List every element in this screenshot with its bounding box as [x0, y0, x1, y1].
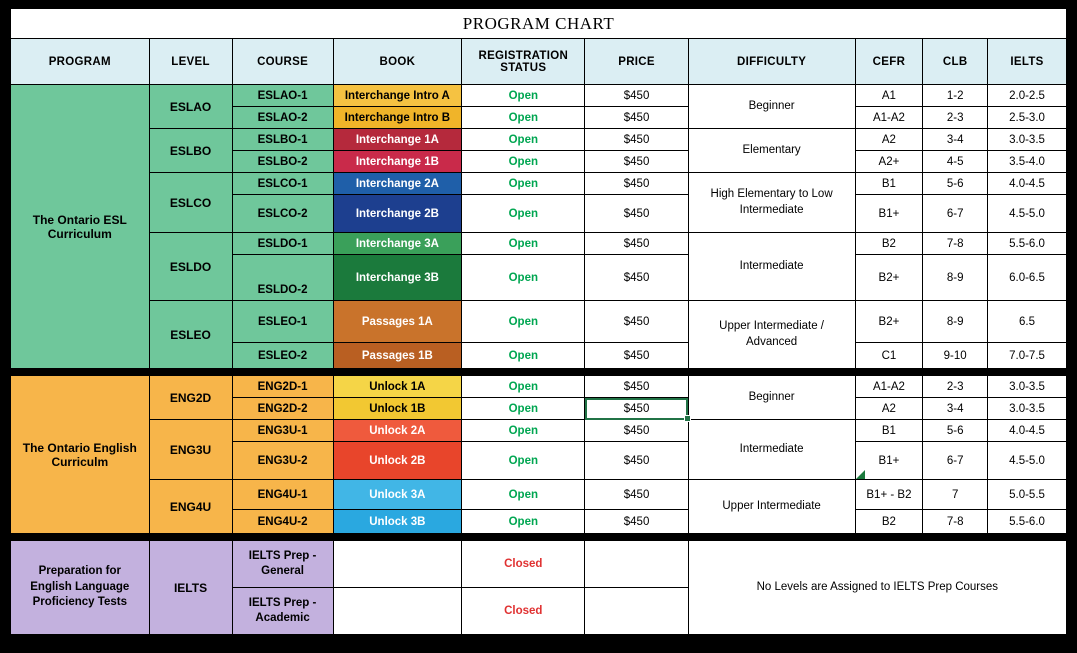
status-cell: Open [462, 442, 585, 480]
book-cell: Passages 1A [333, 301, 461, 343]
clb-cell: 2-3 [923, 376, 988, 398]
status-cell: Open [462, 195, 585, 233]
book-cell: Interchange 3A [333, 233, 461, 255]
table-row [11, 376, 1067, 398]
program-label-line2: Curriculm [51, 454, 109, 469]
status-cell: Open [462, 398, 585, 420]
course-cell: IELTS Prep - General [232, 541, 333, 588]
clb-cell: 5-6 [923, 420, 988, 442]
course-cell: ESLDO-2 [232, 255, 333, 301]
difficulty-cell: Beginner [688, 376, 855, 420]
level-cell-eslbo: ESLBO [149, 129, 232, 173]
status-cell: Open [462, 173, 585, 195]
difficulty-line2: Intermediate [739, 203, 804, 216]
course-cell: ENG2D-1 [232, 376, 333, 398]
program-label-line3: Proficiency Tests [32, 596, 127, 609]
difficulty-line1: Upper Intermediate / [719, 319, 825, 332]
table-row [11, 480, 1067, 510]
program-label-line1: Preparation for [38, 565, 121, 578]
price-cell[interactable]: $450 [585, 195, 688, 233]
page-title: PROGRAM CHART [11, 9, 1067, 39]
program-label-line1: The Ontario English [22, 440, 137, 455]
section-divider [11, 369, 1067, 376]
ielts-cell: 5.5-6.0 [988, 510, 1067, 534]
price-cell[interactable]: $450 [585, 255, 688, 301]
course-cell: ESLAO-2 [232, 107, 333, 129]
ielts-cell: 5.5-6.0 [988, 233, 1067, 255]
ielts-cell: 6.0-6.5 [988, 255, 1067, 301]
cefr-cell: B2+ [855, 255, 923, 301]
ielts-cell: 3.0-3.5 [988, 398, 1067, 420]
ielts-cell: 4.0-4.5 [988, 173, 1067, 195]
cefr-cell: A2+ [855, 151, 923, 173]
difficulty-cell [688, 301, 855, 369]
book-cell: Passages 1B [333, 343, 461, 369]
book-cell: Unlock 3B [333, 510, 461, 534]
book-cell: Interchange 2A [333, 173, 461, 195]
clb-cell: 1-2 [923, 85, 988, 107]
book-cell: Interchange Intro A [333, 85, 461, 107]
book-cell: Interchange 1B [333, 151, 461, 173]
course-cell: ESLEO-1 [232, 301, 333, 343]
clb-cell: 6-7 [923, 442, 988, 480]
cefr-cell: B2 [855, 233, 923, 255]
status-cell: Closed [462, 541, 585, 588]
book-cell: Unlock 3A [333, 480, 461, 510]
level-cell-eslco: ESLCO [149, 173, 232, 233]
difficulty-line2: Advanced [746, 335, 798, 348]
table-row [11, 129, 1067, 151]
table-row [11, 233, 1067, 255]
book-cell-empty [333, 588, 461, 635]
price-cell[interactable]: $450 [585, 85, 688, 107]
status-cell: Open [462, 420, 585, 442]
course-cell: ESLCO-1 [232, 173, 333, 195]
status-cell: Open [462, 233, 585, 255]
clb-cell: 2-3 [923, 107, 988, 129]
clb-cell: 7-8 [923, 510, 988, 534]
course-cell [232, 588, 333, 635]
status-cell: Open [462, 510, 585, 534]
ielts-cell: 7.0-7.5 [988, 343, 1067, 369]
status-cell: Open [462, 376, 585, 398]
ielts-cell: 4.5-5.0 [988, 442, 1067, 480]
col-header-ielts: IELTS [988, 39, 1067, 85]
col-header-book: BOOK [333, 39, 461, 85]
col-header-program: PROGRAM [11, 39, 150, 85]
level-cell-eslao: ESLAO [149, 85, 232, 129]
course-cell: ESLBO-1 [232, 129, 333, 151]
program-label-line1: The Ontario ESL [32, 212, 127, 227]
clb-cell: 7-8 [923, 233, 988, 255]
price-cell-selected[interactable]: $450 [585, 398, 688, 420]
ielts-cell: 4.0-4.5 [988, 420, 1067, 442]
price-cell[interactable]: $450 [585, 510, 688, 534]
course-cell: ENG3U-1 [232, 420, 333, 442]
cefr-cell: B1 [855, 173, 923, 195]
program-label-line2: English Language [30, 580, 130, 593]
clb-cell: 3-4 [923, 129, 988, 151]
book-cell: Unlock 1A [333, 376, 461, 398]
status-cell: Open [462, 301, 585, 343]
course-cell: ENG4U-1 [232, 480, 333, 510]
clb-cell: 5-6 [923, 173, 988, 195]
col-header-registration-status [462, 39, 585, 85]
status-cell: Open [462, 107, 585, 129]
col-header-course: COURSE [232, 39, 333, 85]
book-cell: Interchange 2B [333, 195, 461, 233]
cefr-cell: A2 [855, 129, 923, 151]
col-header-price: PRICE [585, 39, 688, 85]
price-cell[interactable]: $450 [585, 233, 688, 255]
table-row [11, 301, 1067, 343]
level-cell-esldo: ESLDO [149, 233, 232, 301]
ielts-cell: 3.0-3.5 [988, 129, 1067, 151]
price-cell[interactable]: $450 [585, 107, 688, 129]
book-cell: Interchange 3B [333, 255, 461, 301]
clb-cell: 9-10 [923, 343, 988, 369]
difficulty-cell: Intermediate [688, 233, 855, 301]
cefr-cell: A1-A2 [855, 376, 923, 398]
book-cell: Unlock 2B [333, 442, 461, 480]
price-cell[interactable]: $450 [585, 129, 688, 151]
registration-status-line2: STATUS [500, 61, 547, 74]
book-cell: Interchange 1A [333, 129, 461, 151]
course-cell: ENG4U-2 [232, 510, 333, 534]
status-cell: Closed [462, 588, 585, 635]
price-cell[interactable]: $450 [585, 442, 688, 480]
cefr-cell: B1+ [855, 442, 923, 480]
price-cell[interactable]: $450 [585, 376, 688, 398]
table-row [11, 420, 1067, 442]
ielts-cell: 3.0-3.5 [988, 376, 1067, 398]
price-cell[interactable]: $450 [585, 301, 688, 343]
ielts-cell: 2.5-3.0 [988, 107, 1067, 129]
status-cell: Open [462, 255, 585, 301]
course-label-line1: IELTS Prep - [248, 597, 317, 610]
level-cell-eng3u: ENG3U [149, 420, 232, 480]
clb-cell: 3-4 [923, 398, 988, 420]
col-header-clb: CLB [923, 39, 988, 85]
program-cell-english [11, 376, 150, 534]
program-cell-esl [11, 85, 150, 369]
cefr-cell: A2 [855, 398, 923, 420]
level-cell-ielts: IELTS [149, 541, 232, 635]
price-cell[interactable]: $450 [585, 173, 688, 195]
price-cell[interactable]: $450 [585, 480, 688, 510]
price-cell[interactable]: $450 [585, 343, 688, 369]
level-cell-esleo: ESLEO [149, 301, 232, 369]
program-chart-table [10, 8, 1067, 635]
ielts-cell: 4.5-5.0 [988, 195, 1067, 233]
cefr-cell: C1 [855, 343, 923, 369]
level-cell-eng4u: ENG4U [149, 480, 232, 534]
program-cell-ielts-prep [11, 541, 150, 635]
course-cell: ENG2D-2 [232, 398, 333, 420]
status-cell: Open [462, 85, 585, 107]
cefr-cell: B1+ - B2 [855, 480, 923, 510]
section-divider [11, 534, 1067, 541]
book-cell: Unlock 2A [333, 420, 461, 442]
clb-cell: 7 [923, 480, 988, 510]
ielts-note-cell: No Levels are Assigned to IELTS Prep Courses [688, 541, 1066, 635]
status-cell: Open [462, 151, 585, 173]
col-header-cefr: CEFR [855, 39, 923, 85]
course-cell: ENG3U-2 [232, 442, 333, 480]
ielts-cell: 3.5-4.0 [988, 151, 1067, 173]
table-header-row [11, 39, 1067, 85]
cefr-cell: B1+ [855, 195, 923, 233]
price-cell-empty[interactable] [585, 541, 688, 588]
cefr-cell: A1-A2 [855, 107, 923, 129]
course-cell: ESLCO-2 [232, 195, 333, 233]
table-row [11, 173, 1067, 195]
cefr-cell: A1 [855, 85, 923, 107]
difficulty-cell: Beginner [688, 85, 855, 129]
ielts-cell: 6.5 [988, 301, 1067, 343]
clb-cell: 8-9 [923, 255, 988, 301]
ielts-cell: 2.0-2.5 [988, 85, 1067, 107]
price-cell[interactable]: $450 [585, 420, 688, 442]
book-cell-empty [333, 541, 461, 588]
clb-cell: 4-5 [923, 151, 988, 173]
price-cell[interactable]: $450 [585, 151, 688, 173]
book-cell: Unlock 1B [333, 398, 461, 420]
status-cell: Open [462, 480, 585, 510]
col-header-difficulty: DIFFICULTY [688, 39, 855, 85]
difficulty-cell: Elementary [688, 129, 855, 173]
level-cell-eng2d: ENG2D [149, 376, 232, 420]
difficulty-cell: Upper Intermediate [688, 480, 855, 534]
status-cell: Open [462, 343, 585, 369]
course-cell: ESLAO-1 [232, 85, 333, 107]
col-header-level: LEVEL [149, 39, 232, 85]
clb-cell: 8-9 [923, 301, 988, 343]
cefr-cell: B2 [855, 510, 923, 534]
course-label-line2: Academic [255, 612, 310, 624]
difficulty-cell [688, 173, 855, 233]
course-cell: ESLEO-2 [232, 343, 333, 369]
table-row [11, 85, 1067, 107]
clb-cell: 6-7 [923, 195, 988, 233]
difficulty-line1: High Elementary to Low [710, 187, 833, 200]
cefr-cell: B1 [855, 420, 923, 442]
book-cell: Interchange Intro B [333, 107, 461, 129]
registration-status-line1: REGISTRATION [478, 49, 569, 62]
ielts-cell: 5.0-5.5 [988, 480, 1067, 510]
difficulty-cell: Intermediate [688, 420, 855, 480]
course-cell: ESLBO-2 [232, 151, 333, 173]
cefr-cell: B2+ [855, 301, 923, 343]
course-cell: ESLDO-1 [232, 233, 333, 255]
chart-title-row [11, 9, 1067, 39]
program-label-line2: Curriculum [47, 226, 112, 241]
price-cell-empty[interactable] [585, 588, 688, 635]
table-row [11, 541, 1067, 588]
status-cell: Open [462, 129, 585, 151]
